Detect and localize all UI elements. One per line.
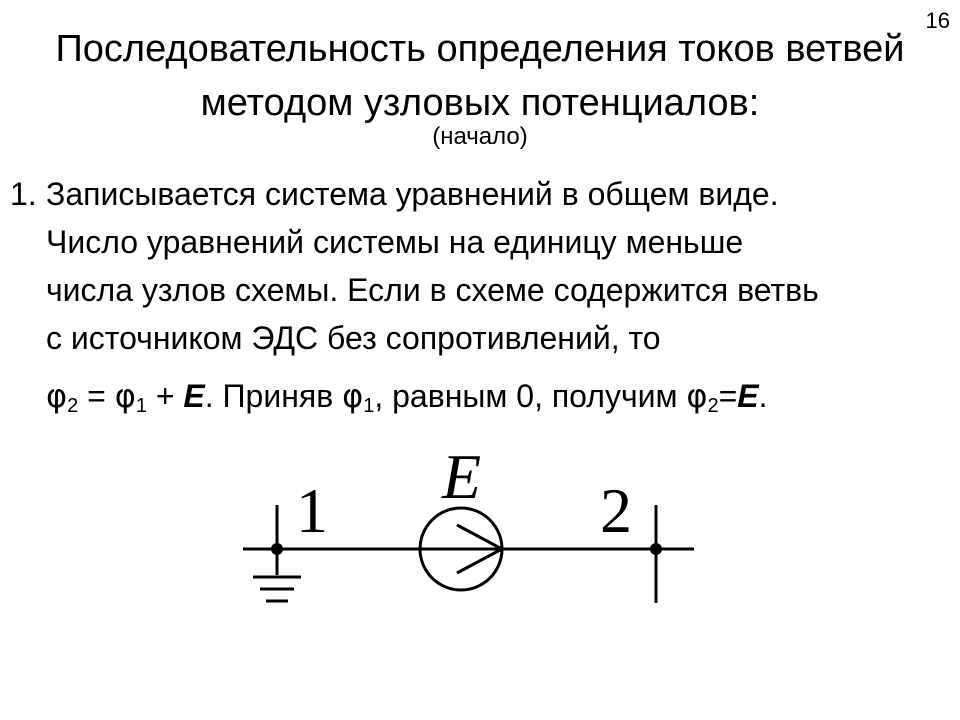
formula-text: =: [78, 378, 115, 414]
formula-text: =: [718, 378, 738, 414]
formula-text: . Приняв: [204, 378, 343, 414]
slide-title: Последовательность определения токов ветвей методом узловых потенциалов:: [55, 28, 905, 124]
phi-symbol: φ: [114, 377, 136, 415]
emf-symbol: E: [737, 378, 759, 414]
subscript: 2: [67, 395, 79, 417]
formula-text: , равным 0, получим: [374, 378, 687, 414]
body-line: Записывается система уравнений в общем виде.: [46, 176, 779, 212]
list-item-number: 1.: [10, 176, 37, 212]
phi-symbol: φ: [46, 377, 68, 415]
formula-text: +: [146, 378, 184, 414]
subscript: 1: [135, 395, 147, 417]
phi-symbol: φ: [686, 377, 708, 415]
ground-icon: [253, 577, 301, 601]
body-line: с источником ЭДС без сопротивлений, то: [46, 320, 661, 356]
slide-subtitle: (начало): [432, 123, 528, 150]
body-line: числа узлов схемы. Если в схеме содержится ветвь: [46, 272, 819, 308]
subscript: 2: [707, 395, 719, 417]
emf-source-icon: [420, 508, 502, 590]
emf-label: E: [442, 441, 482, 512]
slide-number: 16: [925, 8, 950, 33]
phi-symbol: φ: [342, 377, 364, 415]
body-line: Число уравнений системы на единицу меньше: [46, 224, 744, 260]
node1-dot: [271, 543, 283, 555]
node2-dot: [650, 543, 662, 555]
formula-text: .: [758, 378, 768, 414]
node1-label: 1: [296, 475, 328, 546]
node2-label: 2: [600, 475, 632, 546]
emf-symbol: E: [183, 378, 205, 414]
subscript: 1: [363, 395, 375, 417]
